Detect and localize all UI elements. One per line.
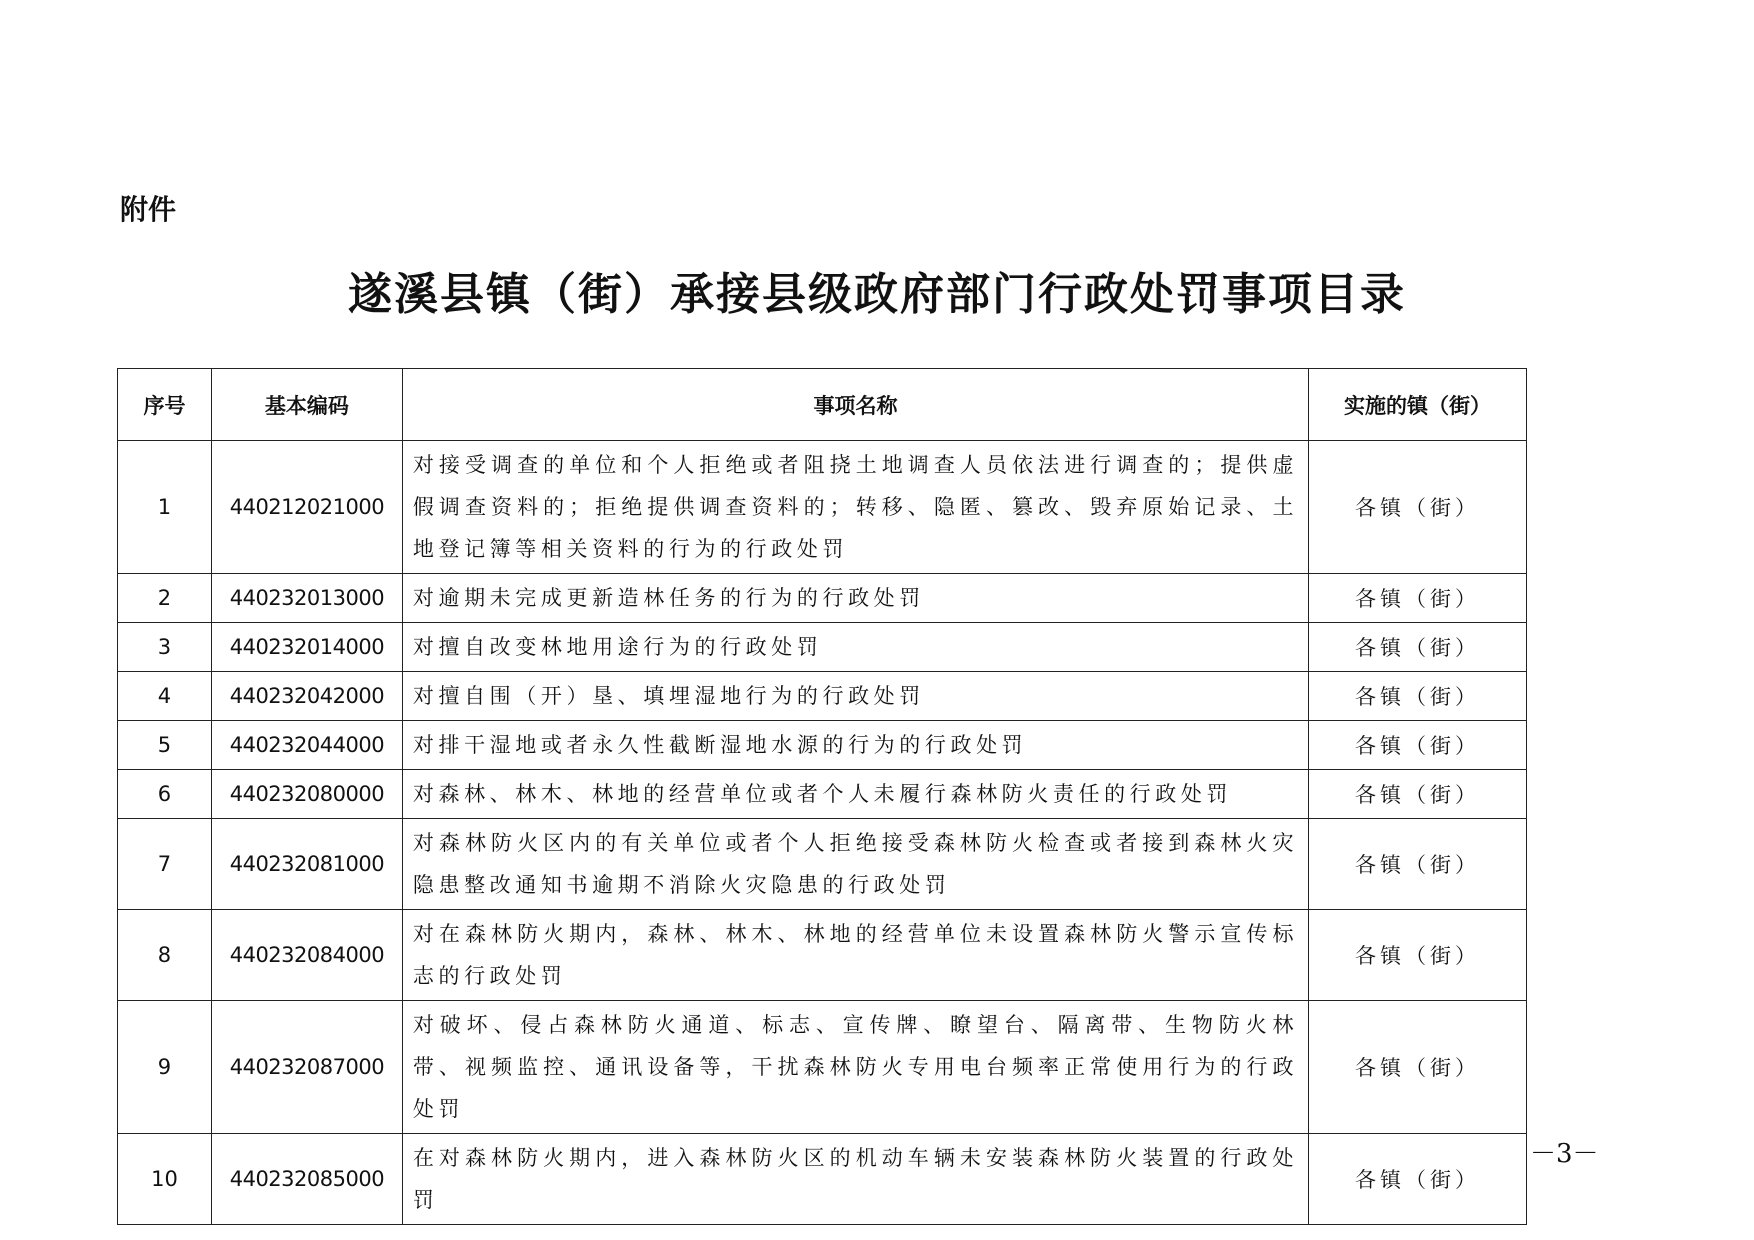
cell-no: 3 (118, 623, 212, 672)
table-row (118, 574, 1527, 623)
header-no: 序号 (118, 369, 212, 441)
cell-no: 7 (118, 819, 212, 910)
cell-no: 1 (118, 441, 212, 574)
cell-name: 对森林防火区内的有关单位或者个人拒绝接受森林防火检查或者接到森林火灾隐患整改通知书逾期不消除火灾隐患的行政处罚 (402, 819, 1308, 910)
cell-town: 各镇（街） (1309, 770, 1527, 819)
cell-town: 各镇（街） (1309, 1001, 1527, 1134)
cell-code: 440232042000 (211, 672, 402, 721)
cell-code: 440232080000 (211, 770, 402, 819)
cell-name: 对排干湿地或者永久性截断湿地水源的行为的行政处罚 (402, 721, 1308, 770)
table-row (118, 819, 1527, 910)
cell-town: 各镇（街） (1309, 672, 1527, 721)
table-row (118, 910, 1527, 1001)
cell-name: 对森林、林木、林地的经营单位或者个人未履行森林防火责任的行政处罚 (402, 770, 1308, 819)
table-row (118, 770, 1527, 819)
cell-code: 440232084000 (211, 910, 402, 1001)
cell-town: 各镇（街） (1309, 623, 1527, 672)
cell-town: 各镇（街） (1309, 910, 1527, 1001)
cell-no: 2 (118, 574, 212, 623)
cell-code: 440232087000 (211, 1001, 402, 1134)
cell-name: 在对森林防火期内，进入森林防火区的机动车辆未安装森林防火装置的行政处罚 (402, 1134, 1308, 1225)
penalty-items-table (117, 368, 1527, 1225)
cell-code: 440232014000 (211, 623, 402, 672)
cell-code: 440232085000 (211, 1134, 402, 1225)
table-row (118, 672, 1527, 721)
header-town: 实施的镇（街） (1309, 369, 1527, 441)
cell-town: 各镇（街） (1309, 721, 1527, 770)
cell-town: 各镇（街） (1309, 574, 1527, 623)
cell-code: 440232044000 (211, 721, 402, 770)
cell-town: 各镇（街） (1309, 441, 1527, 574)
cell-name: 对在森林防火期内，森林、林木、林地的经营单位未设置森林防火警示宣传标志的行政处罚 (402, 910, 1308, 1001)
cell-no: 8 (118, 910, 212, 1001)
cell-name: 对接受调查的单位和个人拒绝或者阻挠土地调查人员依法进行调查的；提供虚假调查资料的；拒绝提供调查资料的；转移、隐匿、篡改、毁弃原始记录、土地登记簿等相关资料的行为的行政处罚 (402, 441, 1308, 574)
cell-name: 对擅自围（开）垦、填埋湿地行为的行政处罚 (402, 672, 1308, 721)
page-number: －3－ (1530, 1139, 1599, 1169)
cell-code: 440232013000 (211, 574, 402, 623)
table-row (118, 441, 1527, 574)
table-row (118, 623, 1527, 672)
cell-name: 对破坏、侵占森林防火通道、标志、宣传牌、瞭望台、隔离带、生物防火林带、视频监控、通讯设备等，干扰森林防火专用电台频率正常使用行为的行政处罚 (402, 1001, 1308, 1134)
table-row (118, 1001, 1527, 1134)
cell-name: 对擅自改变林地用途行为的行政处罚 (402, 623, 1308, 672)
cell-no: 10 (118, 1134, 212, 1225)
table-row (118, 1134, 1527, 1225)
table-row (118, 721, 1527, 770)
header-name: 事项名称 (402, 369, 1308, 441)
attachment-label: 附件 (120, 193, 177, 226)
table-header-row (118, 369, 1527, 441)
cell-town: 各镇（街） (1309, 819, 1527, 910)
cell-no: 9 (118, 1001, 212, 1134)
cell-no: 5 (118, 721, 212, 770)
header-code: 基本编码 (211, 369, 402, 441)
cell-no: 6 (118, 770, 212, 819)
cell-town: 各镇（街） (1309, 1134, 1527, 1225)
document-title: 遂溪县镇（街）承接县级政府部门行政处罚事项目录 (348, 269, 1406, 320)
cell-name: 对逾期未完成更新造林任务的行为的行政处罚 (402, 574, 1308, 623)
cell-code: 440212021000 (211, 441, 402, 574)
cell-no: 4 (118, 672, 212, 721)
cell-code: 440232081000 (211, 819, 402, 910)
